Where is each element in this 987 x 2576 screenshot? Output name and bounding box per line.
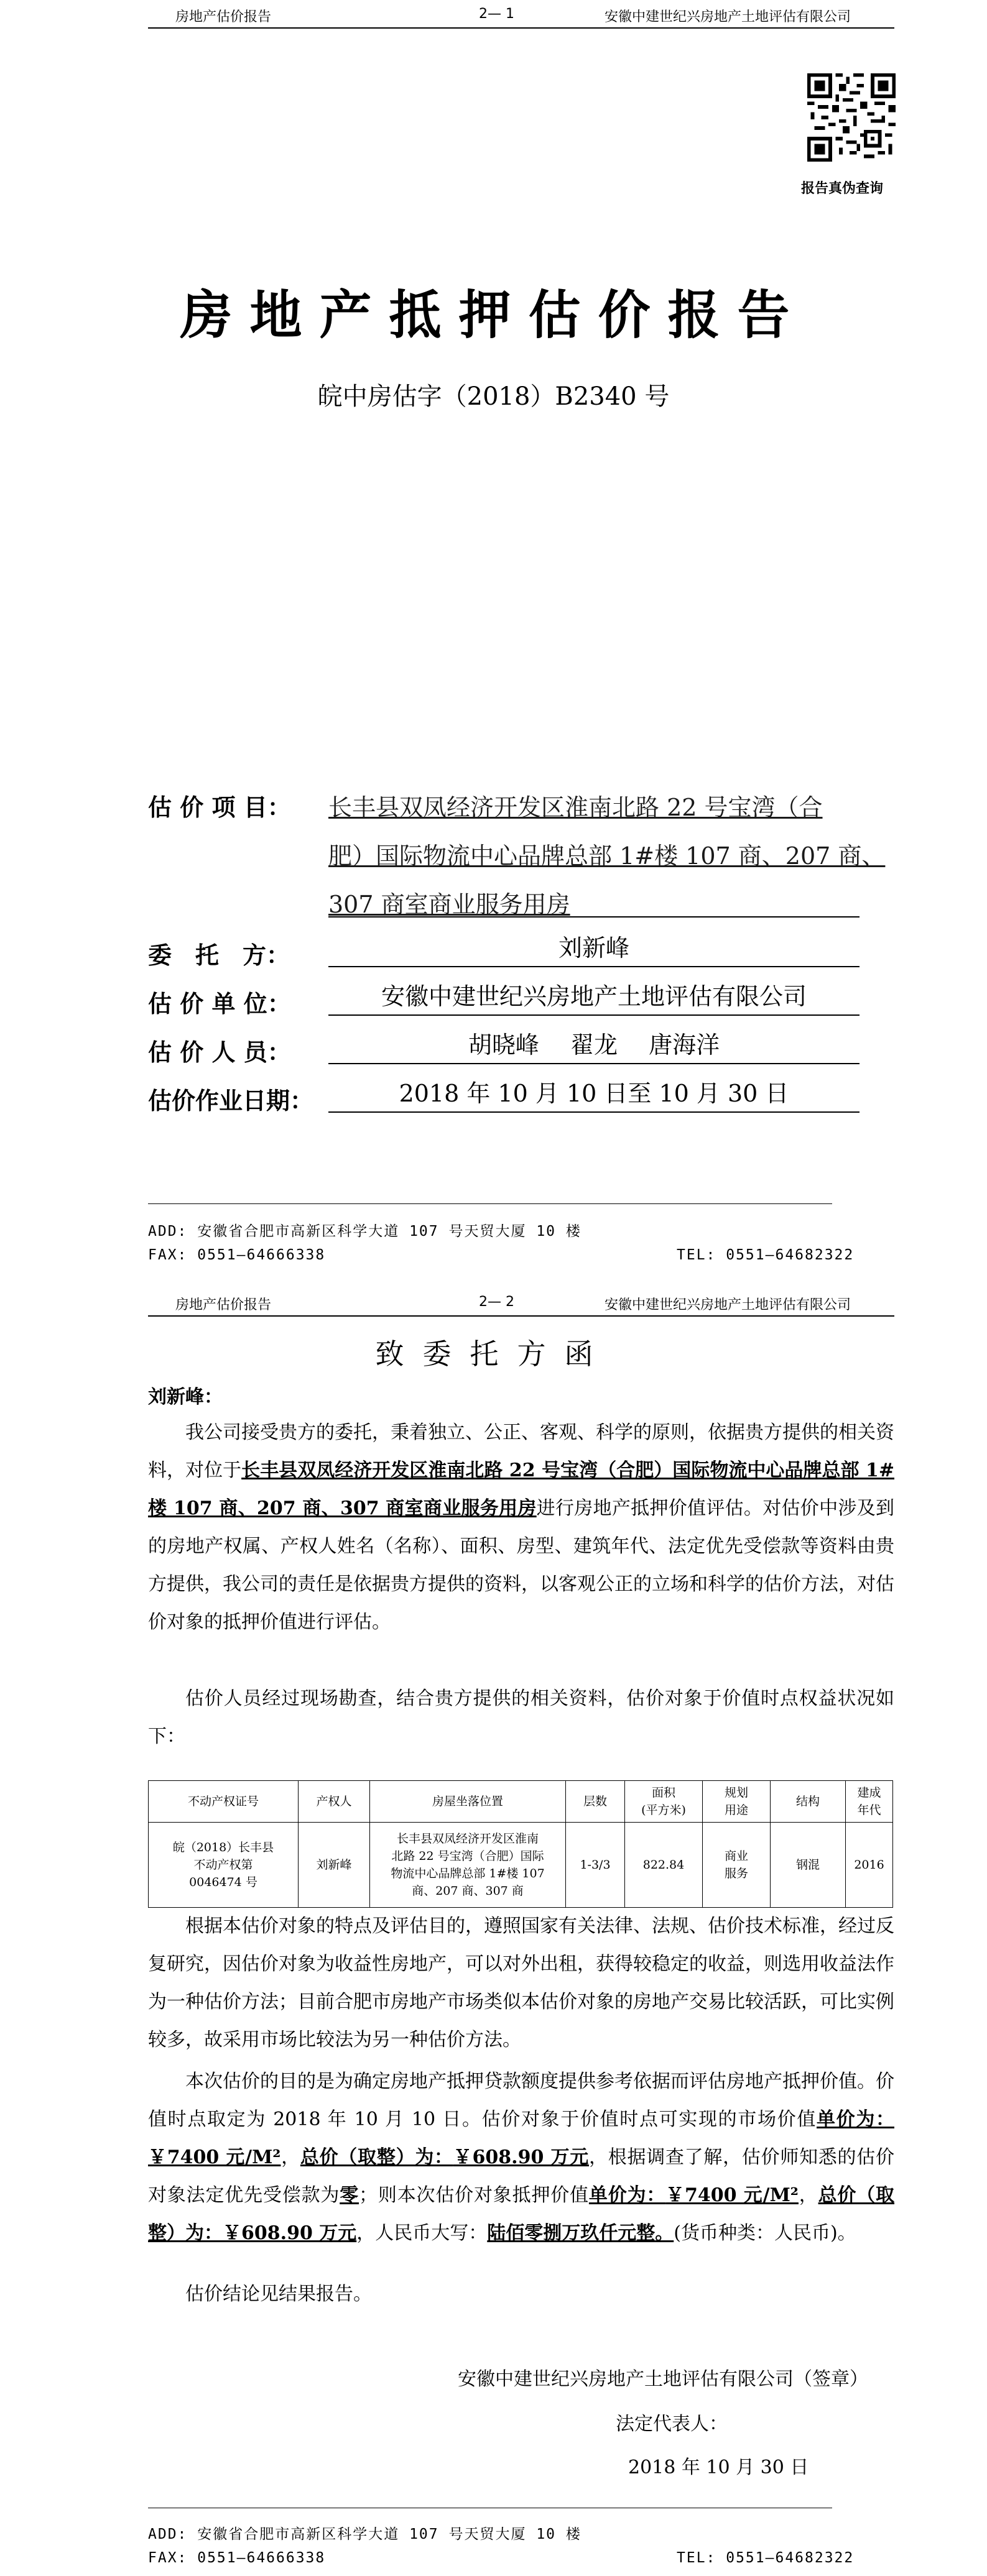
signature-company: 安徽中建世纪兴房地产土地评估有限公司（签章） — [458, 2368, 868, 2390]
table-header-cell: 不动产权证号 — [149, 1781, 299, 1823]
header-rule — [148, 1315, 894, 1317]
property-table — [148, 1780, 893, 1908]
project-label: 估 价 项 目： — [148, 794, 291, 821]
signature-date: 2018 年 10 月 30 日 — [628, 2457, 809, 2478]
footer-tel: TEL: 0551—64682322 — [677, 1247, 855, 1263]
table-cell-usage: 商业 服务 — [703, 1823, 771, 1908]
header-page-number: 2— 1 — [479, 6, 514, 22]
qr-caption: 报告真伪查询 — [801, 181, 884, 196]
client-label: 委 托 方： — [148, 942, 290, 969]
staff-value: 胡晓峰 翟龙 唐海洋 — [328, 1027, 860, 1064]
letter-title: 致委托方函 — [375, 1337, 612, 1371]
qr-code-icon[interactable] — [807, 73, 896, 162]
paragraph-2: 估价人员经过现场勘查，结合贵方提供的相关资料，估价对象于价值时点权益状况如下： — [148, 1688, 894, 1747]
header-right: 安徽中建世纪兴房地产土地评估有限公司 — [605, 1297, 851, 1313]
footer-fax: FAX: 0551—64666338 — [148, 2550, 326, 2566]
table-row — [149, 1823, 893, 1908]
header-right: 安徽中建世纪兴房地产土地评估有限公司 — [605, 9, 851, 25]
header-left: 房地产估价报告 — [175, 9, 272, 25]
date-value: 2018 年 10 月 10 日至 10 月 30 日 — [328, 1075, 860, 1113]
paragraph-3: 根据本估价对象的特点及评估目的，遵照国家有关法律、法规、估价技术标准，经过反复研究，因估价对象为收益性房地产，可以对外出租，获得较稳定的收益，则选用收益法作为一种估价方法；目前合肥市房地产市场类似本估价对象的房地产交易比较活跃，可比实例较多，故采用市场比较法为另一种估价方法。 — [148, 1915, 894, 2051]
table-cell-owner: 刘新峰 — [299, 1823, 370, 1908]
table-header-cell: 面积 (平方米) — [625, 1781, 703, 1823]
project-line-2: 肥）国际物流中心品牌总部 1#楼 107 商、207 商、 — [328, 842, 886, 870]
paragraph-5: 估价结论见结果报告。 — [185, 2283, 372, 2305]
footer-address: ADD: 安徽省合肥市高新区科学大道 107 号天贸大厦 10 楼 — [148, 1223, 582, 1240]
footer-fax: FAX: 0551—64666338 — [148, 1247, 326, 1263]
paragraph-4: 本次估价的目的是为确定房地产抵押贷款额度提供参考依据而评估房地产抵押价值。价值时点取定为 2018 年 10 月 10 日。估价对象于价值时点可实现的市场价值单价为：￥7400 元/M²，总价（取整）为：￥608.90 万元，根据调查了解，估价师知悉的估价对象法定优先受偿款为零；则本次估价对象抵押价值单价为：￥7400 元/M²，总价（取整）为：￥608.90 万元，人民币大写：陆佰零捌万玖仟元整。(货币种类：人民币)。 — [148, 2071, 895, 2244]
footer-tel: TEL: 0551—64682322 — [677, 2550, 855, 2566]
signature-representative: 法定代表人： — [616, 2413, 728, 2435]
table-cell-floors: 1-3/3 — [566, 1823, 625, 1908]
table-cell-year: 2016 — [846, 1823, 893, 1908]
table-header-cell: 规划 用途 — [703, 1781, 771, 1823]
date-label: 估价作业日期： — [148, 1087, 314, 1115]
project-line-3: 307 商室商业服务用房 — [328, 891, 570, 918]
header-left: 房地产估价报告 — [175, 1297, 272, 1313]
table-header-cell: 层数 — [566, 1781, 625, 1823]
table-header-cell: 建成 年代 — [846, 1781, 893, 1823]
salutation: 刘新峰： — [148, 1386, 223, 1408]
table-header-cell: 产权人 — [299, 1781, 370, 1823]
org-value: 安徽中建世纪兴房地产土地评估有限公司 — [328, 978, 860, 1016]
header-rule — [148, 27, 894, 29]
org-label: 估 价 单 位： — [148, 990, 291, 1018]
table-cell-cert-no: 皖（2018）长丰县 不动产权第 0046474 号 — [149, 1823, 299, 1908]
footer-rule — [148, 1203, 832, 1204]
table-cell-structure: 钢混 — [771, 1823, 846, 1908]
report-title: 房地产抵押估价报告 — [180, 285, 807, 346]
table-cell-location: 长丰县双凤经济开发区淮南 北路 22 号宝湾（合肥）国际 物流中心品牌总部 1#楼 107 商、207 商、307 商 — [370, 1823, 566, 1908]
table-header-row — [149, 1781, 893, 1823]
report-number: 皖中房估字（2018）B2340 号 — [317, 382, 670, 411]
table-header-cell: 结构 — [771, 1781, 846, 1823]
table-header-cell: 房屋坐落位置 — [370, 1781, 566, 1823]
header-page-number: 2— 2 — [479, 1294, 514, 1310]
project-line-1: 长丰县双凤经济开发区淮南北路 22 号宝湾（合 — [328, 794, 823, 821]
footer-address: ADD: 安徽省合肥市高新区科学大道 107 号天贸大厦 10 楼 — [148, 2526, 582, 2542]
paragraph-1: 我公司接受贵方的委托，秉着独立、公正、客观、科学的原则，依据贵方提供的相关资料，对位于长丰县双凤经济开发区淮南北路 22 号宝湾（合肥）国际物流中心品牌总部 1#楼 107 商、207 商、307 商室商业服务用房进行房地产抵押价值评估。对估价中涉及到的房地产权属、产权人姓名（名称）、面积、房型、建筑年代、法定优先受偿款等资料由贵方提供，我公司的责任是依据贵方提供的资料，以客观公正的立场和科学的估价方法，对估价对象的抵押价值进行评估。 — [148, 1422, 895, 1633]
staff-label: 估 价 人 员： — [148, 1039, 291, 1066]
client-value: 刘新峰 — [328, 930, 860, 967]
table-cell-area: 822.84 — [625, 1823, 703, 1908]
project-underline — [328, 916, 860, 918]
